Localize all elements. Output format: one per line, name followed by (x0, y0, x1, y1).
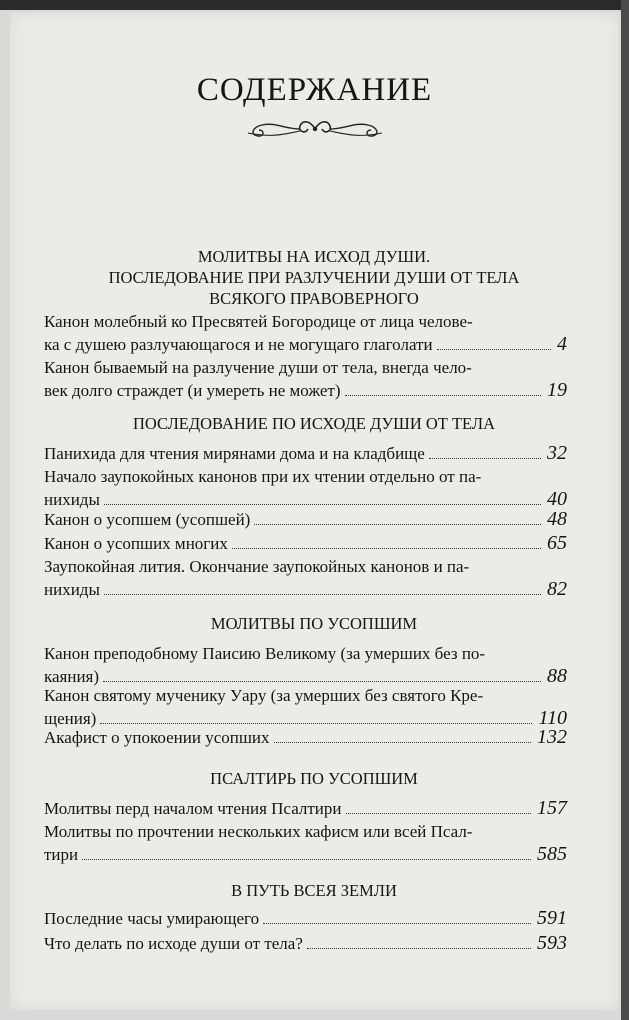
section-heading-line: ПОСЛЕДОВАНИЕ ПО ИСХОДЕ ДУШИ ОТ ТЕЛА (132, 414, 496, 433)
scan-top-edge (0, 0, 629, 10)
ornament-divider-icon (240, 116, 390, 142)
leader-dots (104, 593, 541, 595)
toc-entry[interactable] (44, 821, 567, 866)
leader-dots (263, 922, 531, 924)
leader-dots (104, 503, 541, 505)
toc-entry[interactable] (44, 508, 567, 531)
entry-text: век долго страждет (и умереть не может) (44, 381, 341, 400)
toc-entry[interactable] (44, 442, 567, 465)
entry-text: Панихида для чтения мирянами дома и на кладбище (44, 444, 425, 463)
entry-text: Последние часы умирающего (44, 909, 260, 928)
section-heading-2 (40, 413, 588, 434)
page-number: 591 (537, 907, 567, 929)
section-heading-line: ПСАЛТИРЬ ПО УСОПШИМ (210, 769, 418, 788)
entry-text: Что делать по исходе души от тела? (44, 934, 303, 953)
entry-text: Канон святому мученику Уару (за умерших без святого Кре- (44, 686, 484, 705)
page-number: 88 (547, 665, 567, 687)
toc-entry[interactable] (44, 556, 567, 601)
page-title: СОДЕРЖАНИЕ (196, 72, 433, 108)
toc-entry[interactable] (44, 311, 567, 356)
entry-text: Канон преподобному Паисию Великому (за умерших без по- (44, 644, 486, 663)
entry-text: нихиды (44, 490, 100, 509)
entry-text: ка с душею разлучающагося и не могущаго глаголати (44, 335, 433, 354)
entry-text: тири (44, 845, 79, 864)
section-heading-line: ВСЯКОГО ПРАВОВЕРНОГО (209, 289, 419, 308)
leader-dots (429, 457, 541, 459)
entry-text: Канон о усопшем (усопшей) (44, 510, 251, 529)
leader-dots (437, 348, 551, 350)
entry-text: нихиды (44, 580, 100, 599)
toc-entry[interactable] (44, 797, 567, 820)
section-heading-line: В ПУТЬ ВСЕЯ ЗЕМЛИ (231, 881, 397, 900)
toc-entry[interactable] (44, 726, 567, 749)
page-number: 65 (547, 532, 567, 554)
toc-entry[interactable] (44, 532, 567, 555)
entry-text: Акафист о упокоении усопших (44, 728, 270, 747)
leader-dots (103, 680, 541, 682)
entry-text: Молитвы по прочтении нескольких кафисм или всей Псал- (44, 822, 473, 841)
leader-dots (232, 547, 541, 549)
page-number: 19 (547, 379, 567, 401)
entry-text: каяния) (44, 667, 100, 686)
scan-right-edge (621, 0, 629, 1020)
toc-entry[interactable] (44, 466, 567, 511)
leader-dots (254, 523, 541, 525)
leader-dots (100, 722, 532, 724)
page-number: 82 (547, 578, 567, 600)
section-heading-line: ПОСЛЕДОВАНИЕ ПРИ РАЗЛУЧЕНИИ ДУШИ ОТ ТЕЛА (108, 268, 520, 287)
page-number: 110 (538, 707, 567, 729)
toc-entry[interactable] (44, 357, 567, 402)
entry-text: Канон о усопших многих (44, 534, 228, 553)
toc-entry[interactable] (44, 932, 567, 955)
entry-text: Молитвы перд началом чтения Псалтири (44, 799, 342, 818)
page-number: 132 (537, 726, 567, 748)
leader-dots (346, 812, 532, 814)
page-number: 4 (557, 333, 567, 355)
section-heading-5 (40, 880, 588, 901)
section-heading-line: МОЛИТВЫ НА ИСХОД ДУШИ. (197, 247, 431, 266)
leader-dots (345, 394, 542, 396)
leader-dots (307, 947, 531, 949)
page-number: 585 (537, 843, 567, 865)
section-heading-3 (40, 613, 588, 634)
entry-text: Начало заупокойных канонов при их чтении отдельно от па- (44, 467, 482, 486)
page-number: 40 (547, 488, 567, 510)
toc-entry[interactable] (44, 643, 567, 688)
entry-text: щения) (44, 709, 97, 728)
section-heading-line: МОЛИТВЫ ПО УСОПШИМ (210, 614, 418, 633)
leader-dots (82, 858, 531, 860)
entry-text: Канон бываемый на разлучение души от тела, внегда чело- (44, 358, 472, 377)
entry-text: Канон молебный ко Пресвятей Богородице от лица челове- (44, 312, 473, 331)
page-number: 32 (547, 442, 567, 464)
page-number: 593 (537, 932, 567, 954)
toc-entry[interactable] (44, 685, 567, 730)
section-heading-4 (40, 768, 588, 789)
page-number: 157 (537, 797, 567, 819)
page-number: 48 (547, 508, 567, 530)
section-heading-1 (40, 246, 588, 309)
leader-dots (274, 741, 531, 743)
toc-entry[interactable] (44, 907, 567, 930)
entry-text: Заупокойная лития. Окончание заупокойных канонов и па- (44, 557, 470, 576)
